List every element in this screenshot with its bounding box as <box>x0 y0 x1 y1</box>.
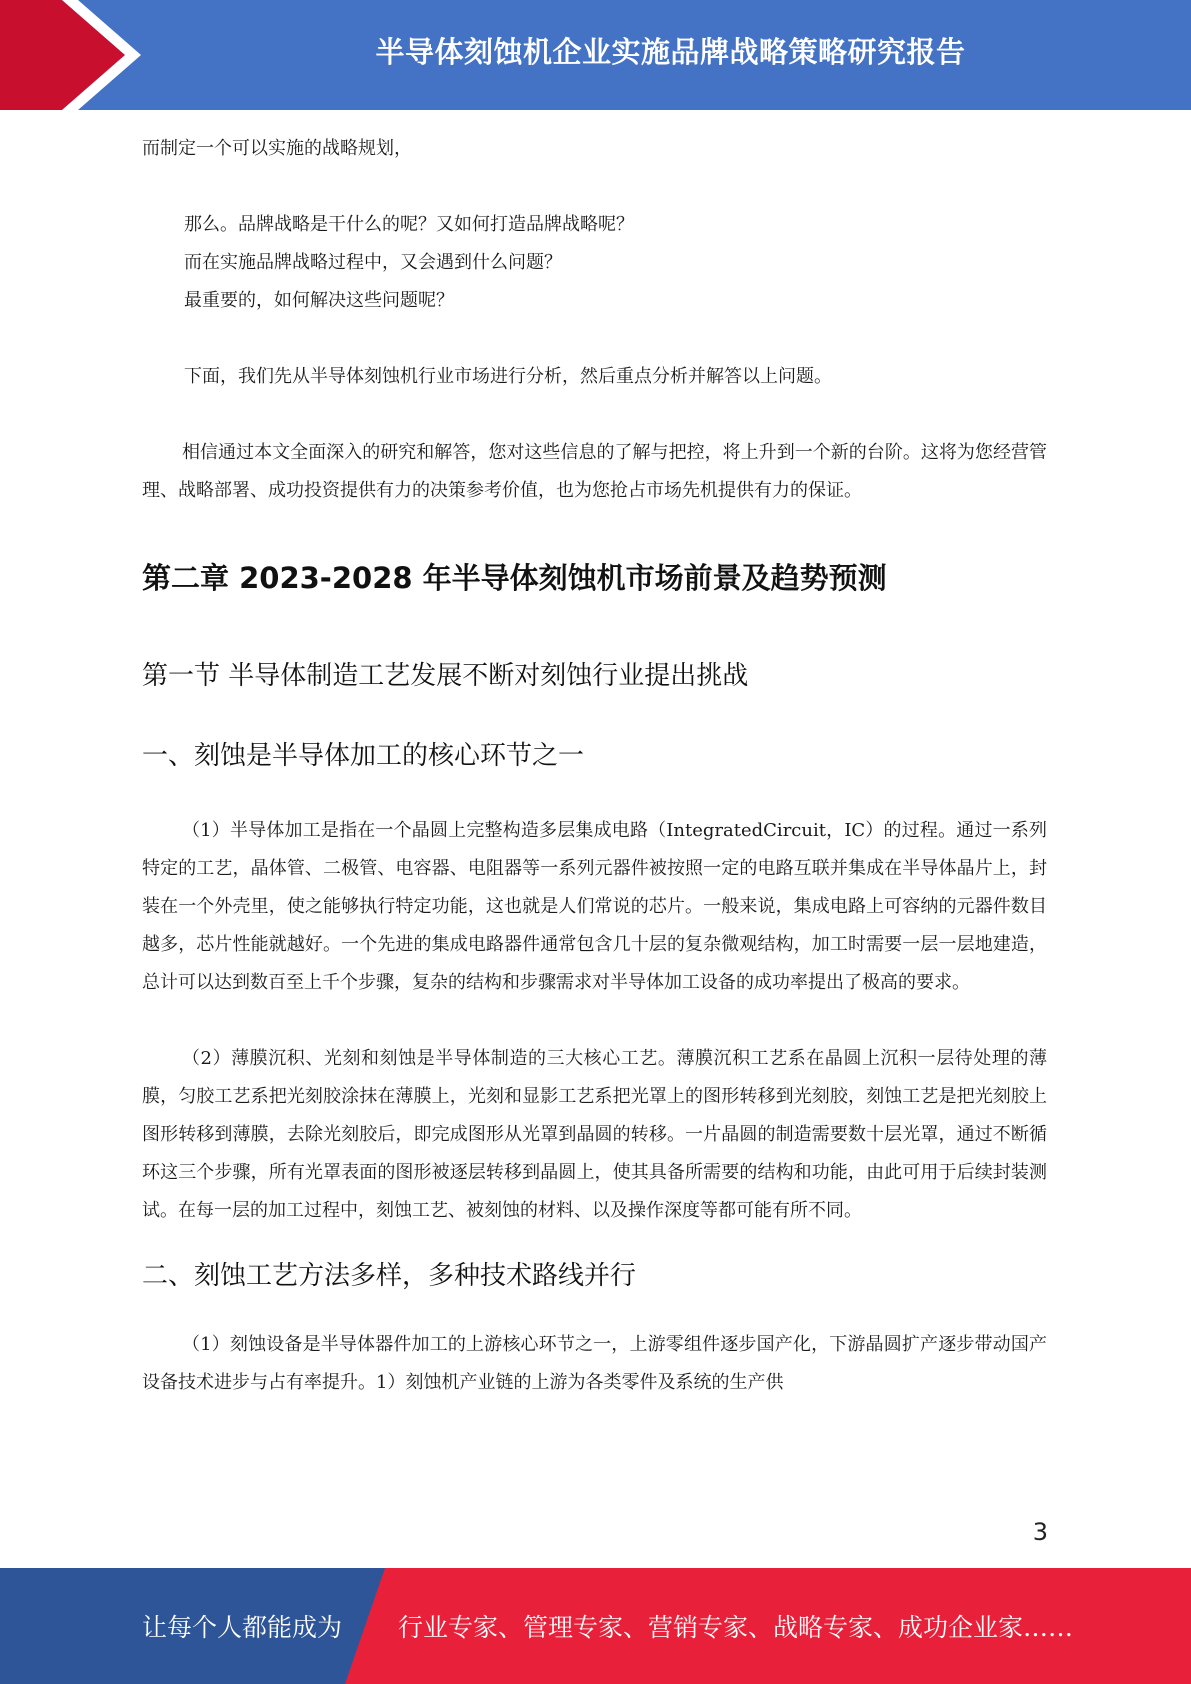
subsection-title-1: 一、刻蚀是半导体加工的核心环节之一 <box>142 741 585 771</box>
page-footer <box>0 1568 1191 1684</box>
page-header <box>0 0 1191 110</box>
document-body <box>142 130 1047 1402</box>
footer-slogan-right: 行业专家、管理专家、营销专家、战略专家、成功企业家…… <box>398 1613 1074 1642</box>
belief-paragraph: 相信通过本文全面深入的研究和解答，您对这些信息的了解与把控，将上升到一个新的台阶。这将为您经营管理、战略部署、成功投资提供有力的决策参考价值，也为您抢占市场先机提供有力的保证。 <box>142 442 1047 501</box>
subsection-2-paragraph-1: （1）刻蚀设备是半导体器件加工的上游核心环节之一，上游零组件逐步国产化，下游晶圆扩产逐步带动国产设备技术进步与占有率提升。1）刻蚀机产业链的上游为各类零件及系统的生产供 <box>142 1334 1047 1393</box>
chapter-title: 第二章 2023-2028 年半导体刻蚀机市场前景及趋势预测 <box>142 561 887 595</box>
subsection-1-paragraph-1: （1）半导体加工是指在一个晶圆上完整构造多层集成电路（IntegratedCircuit，IC）的过程。通过一系列特定的工艺，晶体管、二极管、电容器、电阻器等一系列元器件被按照一定的电路互联并集成在半导体晶片上，封装在一个外壳里，使之能够执行特定功能，这也就是人们常说的芯片。一般来说，集成电路上可容纳的元器件数目越多，芯片性能就越好。一个先进的集成电路器件通常包含几十层的复杂微观结构，加工时需要一层一层地建造，总计可以达到数百至上千个步骤，复杂的结构和步骤需求对半导体加工设备的成功率提出了极高的要求。 <box>142 820 1047 993</box>
question-line-1: 那么。品牌战略是干什么的呢？又如何打造品牌战略呢？ <box>184 214 634 235</box>
page-number: 3 <box>1032 1518 1048 1546</box>
footer-slogan-left: 让每个人都能成为 <box>142 1613 343 1642</box>
question-line-3: 最重要的，如何解决这些问题呢？ <box>184 290 454 311</box>
subsection-title-2: 二、刻蚀工艺方法多样，多种技术路线并行 <box>142 1261 637 1291</box>
section-title: 第一节 半导体制造工艺发展不断对刻蚀行业提出挑战 <box>142 661 749 691</box>
subsection-1-paragraph-2: （2）薄膜沉积、光刻和刻蚀是半导体制造的三大核心工艺。薄膜沉积工艺系在晶圆上沉积一层待处理的薄膜，匀胶工艺系把光刻胶涂抹在薄膜上，光刻和显影工艺系把光罩上的图形转移到光刻胶，刻蚀工艺是把光刻胶上图形转移到薄膜，去除光刻胶后，即完成图形从光罩到晶圆的转移。一片晶圆的制造需要数十层光罩，通过不断循环这三个步骤，所有光罩表面的图形被逐层转移到晶圆上，使其具备所需要的结构和功能，由此可用于后续封装测试。在每一层的加工过程中，刻蚀工艺、被刻蚀的材料、以及操作深度等都可能有所不同。 <box>142 1048 1047 1221</box>
next-line: 下面，我们先从半导体刻蚀机行业市场进行分析，然后重点分析并解答以上问题。 <box>184 366 832 387</box>
header-chevron-decoration <box>0 0 160 110</box>
report-title: 半导体刻蚀机企业实施品牌战略策略研究报告 <box>375 34 966 69</box>
intro-line: 而制定一个可以实施的战略规划， <box>142 138 412 159</box>
question-line-2: 而在实施品牌战略过程中，又会遇到什么问题？ <box>184 252 562 273</box>
